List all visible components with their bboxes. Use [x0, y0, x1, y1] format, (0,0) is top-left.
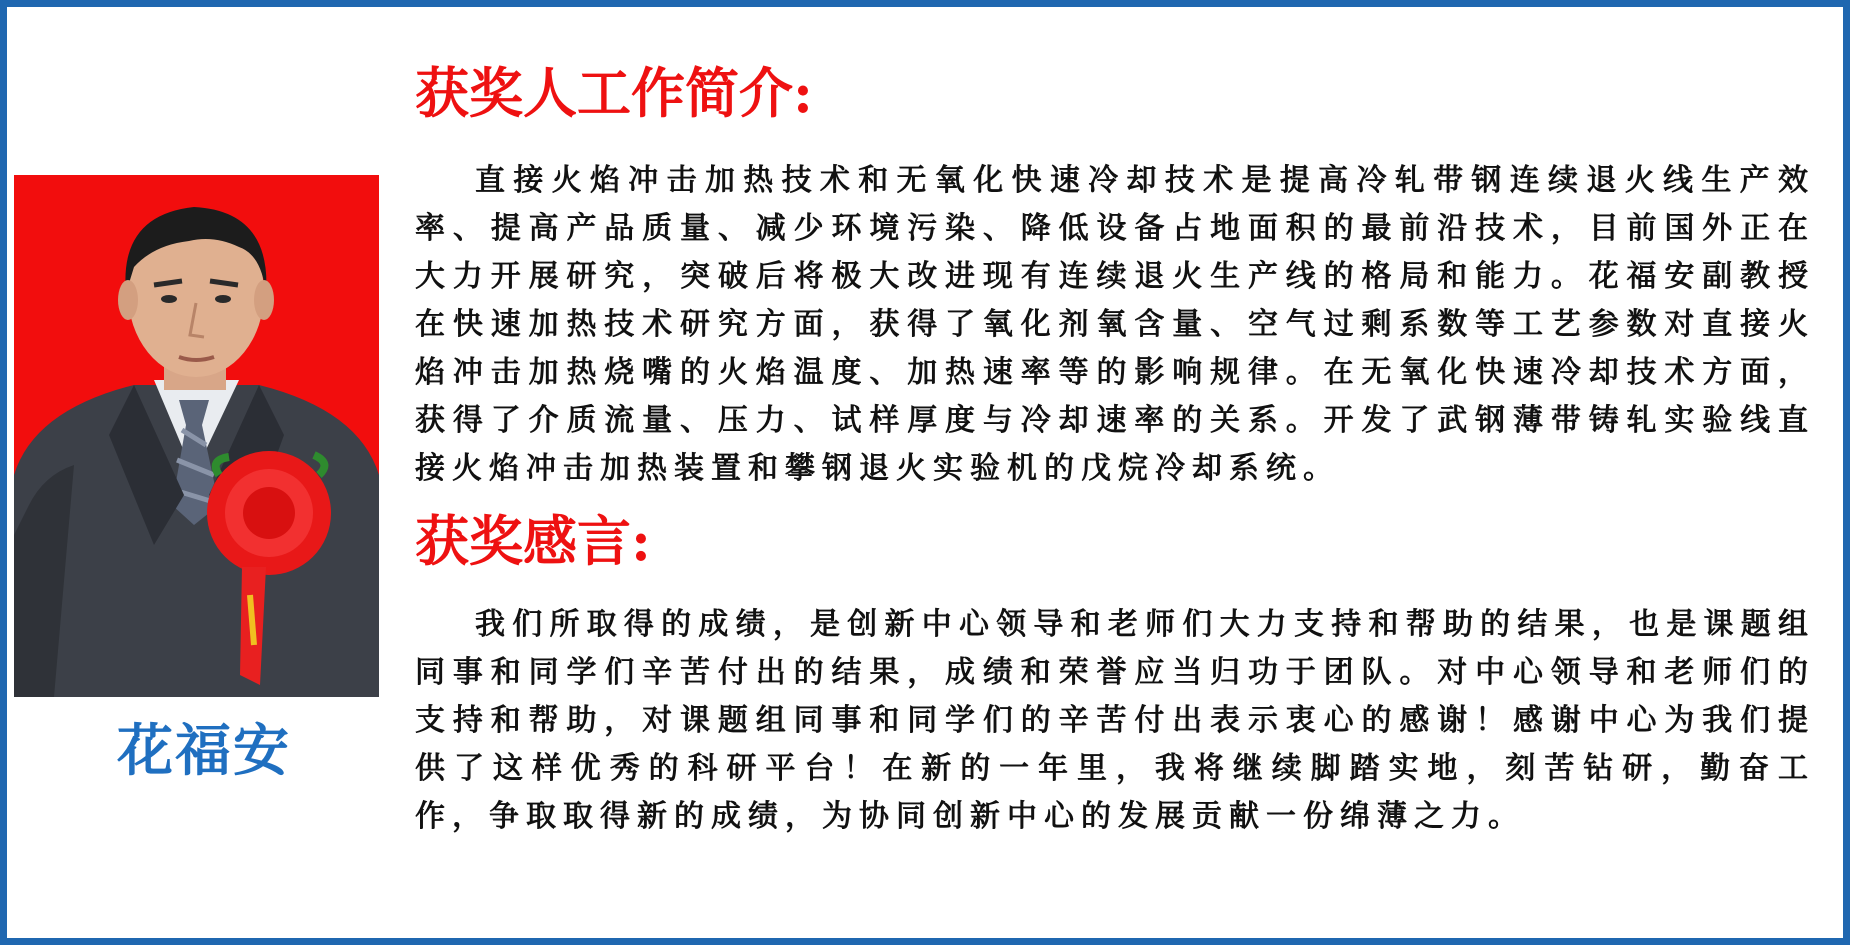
awardee-name: 花福安 — [117, 719, 291, 784]
speech-heading: 获奖感言: — [415, 509, 651, 573]
intro-paragraph: 直接火焰冲击加热技术和无氧化快速冷却技术是提高冷轧带钢连续退火线生产效率、提高产品质量、减少环境污染、降低设备占地面积的最前沿技术，目前国外正在大力开展研究，突破后将极大改进现有连续退火生产线的格局和能力。花福安副教授在快速加热技术研究方面，获得了氧化剂氧含量、空气过剩系数等工艺参数对直接火焰冲击加热烧嘴的火焰温度、加热速率等的影响规律。在无氧化快速冷却技术方面，获得了介质流量、压力、试样厚度与冷却速率的关系。开发了武钢薄带铸轧实验线直接火焰冲击加热装置和攀钢退火实验机的戊烷冷却系统。 — [415, 163, 1815, 486]
portrait-illustration — [14, 175, 379, 697]
awardee-portrait-photo — [14, 175, 379, 697]
content-column — [415, 55, 1815, 841]
speech-paragraph: 我们所取得的成绩，是创新中心领导和老师们大力支持和帮助的结果，也是课题组同事和同学们辛苦付出的结果，成绩和荣誉应当归功于团队。对中心领导和老师们的支持和帮助，对课题组同事和同学们的辛苦付出表示衷心的感谢！感谢中心为我们提供了这样优秀的科研平台！在新的一年里，我将继续脚踏实地，刻苦钻研，勤奋工作，争取取得新的成绩，为协同创新中心的发展贡献一份绵薄之力。 — [415, 607, 1815, 834]
intro-heading: 获奖人工作简介: — [415, 61, 813, 125]
